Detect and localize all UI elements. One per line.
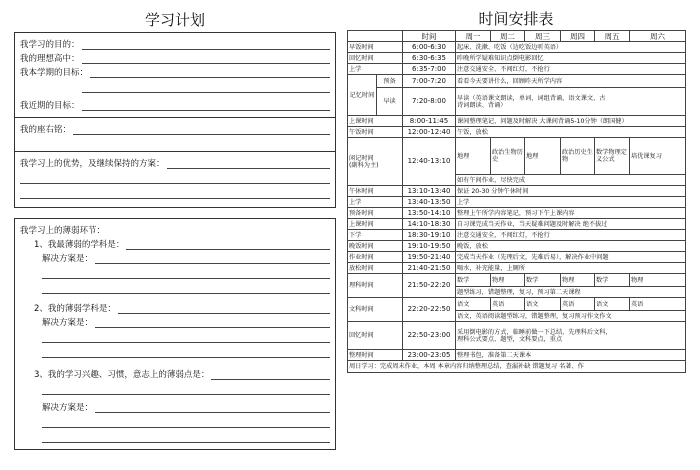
row-note: 昨晚所学疑难知识点倒电影回忆	[456, 53, 686, 64]
weak2-solution-row	[20, 314, 330, 328]
goal-term-line-2[interactable]	[82, 78, 330, 93]
strengths-label: 我学习上的优势，及继续保持的方案：	[20, 159, 165, 169]
header-fri: 周五	[595, 31, 630, 42]
goal-term-row	[20, 64, 330, 78]
row-label: 午休时间	[348, 186, 403, 197]
table-row	[348, 116, 686, 127]
row-note: 上学	[456, 197, 686, 208]
weakness-title: 我学习上的薄弱环节：	[20, 226, 106, 236]
day-cell: 数学	[525, 274, 561, 287]
row-label: 理科时间	[348, 274, 403, 298]
row-time: 18:30-19:10	[403, 230, 456, 241]
schedule-panel	[347, 8, 685, 373]
table-row	[348, 322, 686, 350]
row-note: 题型练习，错题整理，复习，预习第二天课程	[456, 287, 686, 298]
study-plan-title: 学习计划	[144, 11, 205, 29]
day-cell: 数学	[456, 274, 491, 287]
table-row	[348, 361, 686, 373]
motto-row	[20, 121, 330, 135]
row-label: 上课时间	[348, 219, 403, 230]
row-time: 6:00-6:30	[403, 42, 456, 53]
row-label: 上课时间	[348, 116, 403, 127]
table-row	[348, 127, 686, 138]
row-note: 注意交通安全，不闯红灯，不抢行	[456, 230, 686, 241]
day-cell: 数学物理定义公式	[595, 138, 630, 175]
row-time: 12:00-12:40	[403, 127, 456, 138]
table-row	[348, 88, 686, 116]
row-label: 上学	[348, 64, 403, 75]
goals-section	[14, 32, 336, 118]
row-label: 回忆时间	[348, 53, 403, 64]
row-sublabel: 预备	[377, 75, 403, 88]
strengths-line-3[interactable]	[20, 184, 330, 199]
day-cell: 语文	[595, 298, 630, 311]
weak2-solution-line[interactable]	[95, 318, 330, 328]
weak3-blank-1[interactable]	[42, 380, 330, 395]
row-time: 23:00-23:05	[403, 350, 456, 361]
weak3-blank-2[interactable]	[42, 413, 330, 428]
row-note: 保证 20-30 分钟午休时间	[456, 186, 686, 197]
table-row	[348, 263, 686, 274]
row-time: 6:30-6:35	[403, 53, 456, 64]
goal-term-line[interactable]	[90, 68, 330, 78]
table-row	[348, 252, 686, 263]
sunday-note: 周日学习：完成周末作业，本周 本章内容归纳整理总结，查漏补缺 错题复习 名著、作	[348, 361, 686, 373]
table-row	[348, 208, 686, 219]
table-row	[348, 241, 686, 252]
goal-school-row	[20, 50, 330, 64]
table-row	[348, 350, 686, 361]
day-cell: 培优课复习	[630, 138, 686, 175]
goal-purpose-row	[20, 36, 330, 50]
header-wed: 周三	[525, 31, 561, 42]
header-row	[348, 31, 686, 42]
row-label: 午饭时间	[348, 127, 403, 138]
row-note: 自习课完成当天作业，当天疑难问题及时解决 绝不拔过	[456, 219, 686, 230]
weak1-blank-2[interactable]	[42, 279, 330, 294]
strengths-line[interactable]	[167, 159, 330, 169]
table-row	[348, 197, 686, 208]
goal-school-label: 我的理想高中：	[20, 54, 80, 64]
header-tue: 周二	[491, 31, 525, 42]
row-label: 闲记时间 (副科为主)	[348, 138, 403, 186]
table-row	[348, 75, 686, 88]
row-note: 喝水，补充能量，上厕所	[456, 263, 686, 274]
weak3-solution-row	[20, 399, 330, 413]
day-cell: 数学	[595, 274, 630, 287]
table-row	[348, 298, 686, 311]
weak3-label: 3、我的学习兴趣、习惯，意志上的薄弱点是：	[34, 370, 210, 380]
weak2-blank-1[interactable]	[42, 328, 330, 343]
row-time: 12:40-13:10	[403, 138, 456, 186]
goal-recent-row	[20, 97, 330, 111]
day-cell: 英语	[491, 298, 525, 311]
day-cell: 地理	[456, 138, 491, 175]
row-time: 22:20-22:50	[403, 298, 456, 322]
strengths-section	[14, 152, 336, 208]
header-sat: 周六	[630, 31, 686, 42]
goal-school-line[interactable]	[82, 54, 330, 64]
row-note: 课间整理笔记，问题及时解决 大课间背诵5-10分钟（朗国健）	[456, 116, 686, 127]
weak3-row	[20, 366, 330, 380]
header-mon: 周一	[456, 31, 491, 42]
study-plan-panel	[14, 8, 336, 460]
row-label: 下学	[348, 230, 403, 241]
row-label: 早饭时间	[348, 42, 403, 53]
weak2-blank-2[interactable]	[42, 343, 330, 358]
section-gap	[14, 208, 336, 218]
day-cell: 语文	[525, 298, 561, 311]
row-label: 放松时间	[348, 263, 403, 274]
row-note: 看看今天要讲什么，回顾昨天所学内容	[456, 75, 686, 88]
row-time: 22:50-23:00	[403, 322, 456, 350]
row-time: 14:10-18:30	[403, 219, 456, 230]
row-label: 文科时间	[348, 298, 403, 322]
row-note: 语文，英语阅读题型练习，错题整理，复习预习作文作文	[456, 311, 686, 322]
weak3-blank-3[interactable]	[42, 428, 330, 443]
table-row	[348, 138, 686, 175]
row-time: 7:20-8:00	[403, 88, 456, 116]
weak1-solution-row	[20, 250, 330, 264]
row-time: 21:50-22:20	[403, 274, 456, 298]
row-note: 完成当天作业（先理后文，先难后易），解决作业中问题	[456, 252, 686, 263]
table-row	[348, 64, 686, 75]
row-time: 21:40-21:50	[403, 263, 456, 274]
weak2-line[interactable]	[118, 304, 330, 314]
day-cell: 地理	[525, 138, 561, 175]
row-label: 整理时间	[348, 350, 403, 361]
weak2-row	[20, 300, 330, 314]
goal-recent-line[interactable]	[82, 101, 330, 111]
weak1-solution-label: 解决方案是：	[42, 254, 94, 264]
table-row	[348, 274, 686, 287]
row-time: 6:35-7:00	[403, 64, 456, 75]
row-note: 整理上午所学内容笔记，预习下午上课内容	[456, 208, 686, 219]
weak1-blank-1[interactable]	[42, 264, 330, 279]
row-label: 回忆时间	[348, 322, 403, 350]
goal-purpose-label: 我学习的目的：	[20, 40, 80, 50]
memory-group-label: 记忆时间	[348, 75, 377, 116]
table-row	[348, 219, 686, 230]
day-cell: 英语	[561, 298, 595, 311]
day-cell: 物理	[491, 274, 525, 287]
weak1-label: 1、我最薄弱的学科是：	[34, 240, 125, 250]
day-cell: 物理	[630, 274, 686, 287]
row-note: 晚饭，放松	[456, 241, 686, 252]
weak2-label: 2、我的薄弱学科是：	[34, 304, 116, 314]
row-note: 整理书包，准备第二天课本	[456, 350, 686, 361]
row-note: 午饭，放松	[456, 127, 686, 138]
row-time: 19:10-19:50	[403, 241, 456, 252]
row-label: 上学	[348, 197, 403, 208]
goal-recent-label: 我近期的目标：	[20, 101, 80, 111]
motto-line[interactable]	[73, 125, 330, 135]
weakness-section	[14, 218, 336, 450]
row-note: 注意交通安全、不闯红灯，不抢行	[456, 64, 686, 75]
day-cell: 英语	[630, 298, 686, 311]
row-note: 采用倒电影的方式，临睡前做一下总结，先理科后文科， 理科公式要点、题型，文科要点，重点	[456, 322, 686, 350]
row-time: 13:10-13:40	[403, 186, 456, 197]
row-note: 早读（英语课文朗读，单词，词组背诵，语文课文、古 诗词朗读、背诵）	[456, 88, 686, 116]
row-label: 晚饭时间	[348, 241, 403, 252]
motto-section	[14, 118, 336, 152]
row-sublabel: 早读	[377, 88, 403, 116]
row-label: 预备时间	[348, 208, 403, 219]
weak1-row	[20, 236, 330, 250]
row-label: 作业时间	[348, 252, 403, 263]
table-row	[348, 53, 686, 64]
table-row	[348, 186, 686, 197]
day-cell: 政治生物历史	[491, 138, 525, 175]
header-time: 时间	[403, 31, 456, 42]
weak1-line[interactable]	[126, 240, 330, 250]
goal-term-label: 我本学期的目标：	[20, 68, 89, 78]
day-cell: 语文	[456, 298, 491, 311]
header-thu: 周四	[561, 31, 595, 42]
weak3-solution-label: 解决方案是：	[42, 403, 94, 413]
strengths-row	[20, 155, 330, 169]
row-time: 19:50-21:40	[403, 252, 456, 263]
table-row	[348, 42, 686, 53]
row-time: 8:00-11:45	[403, 116, 456, 127]
table-row	[348, 230, 686, 241]
day-cell: 物理	[561, 274, 595, 287]
row-time: 13:50-14:10	[403, 208, 456, 219]
row-time: 13:40-13:50	[403, 197, 456, 208]
row-note: 如有午间作业，尽快完成	[456, 175, 686, 186]
day-cell: 政治历史生物	[561, 138, 595, 175]
goal-purpose-line[interactable]	[82, 40, 330, 50]
motto-label: 我的座右铭：	[20, 125, 72, 135]
row-time: 7:00-7:20	[403, 75, 456, 88]
row-note: 起床、洗漱、吃饭（边吃饭边听英语）	[456, 42, 686, 53]
schedule-table	[347, 30, 686, 373]
weak3-solution-line[interactable]	[95, 403, 330, 413]
weak2-solution-label: 解决方案是：	[42, 318, 94, 328]
weak1-solution-line[interactable]	[95, 254, 330, 264]
weak3-line[interactable]	[211, 370, 330, 380]
schedule-title: 时间安排表	[478, 10, 554, 28]
strengths-line-2[interactable]	[20, 169, 330, 184]
